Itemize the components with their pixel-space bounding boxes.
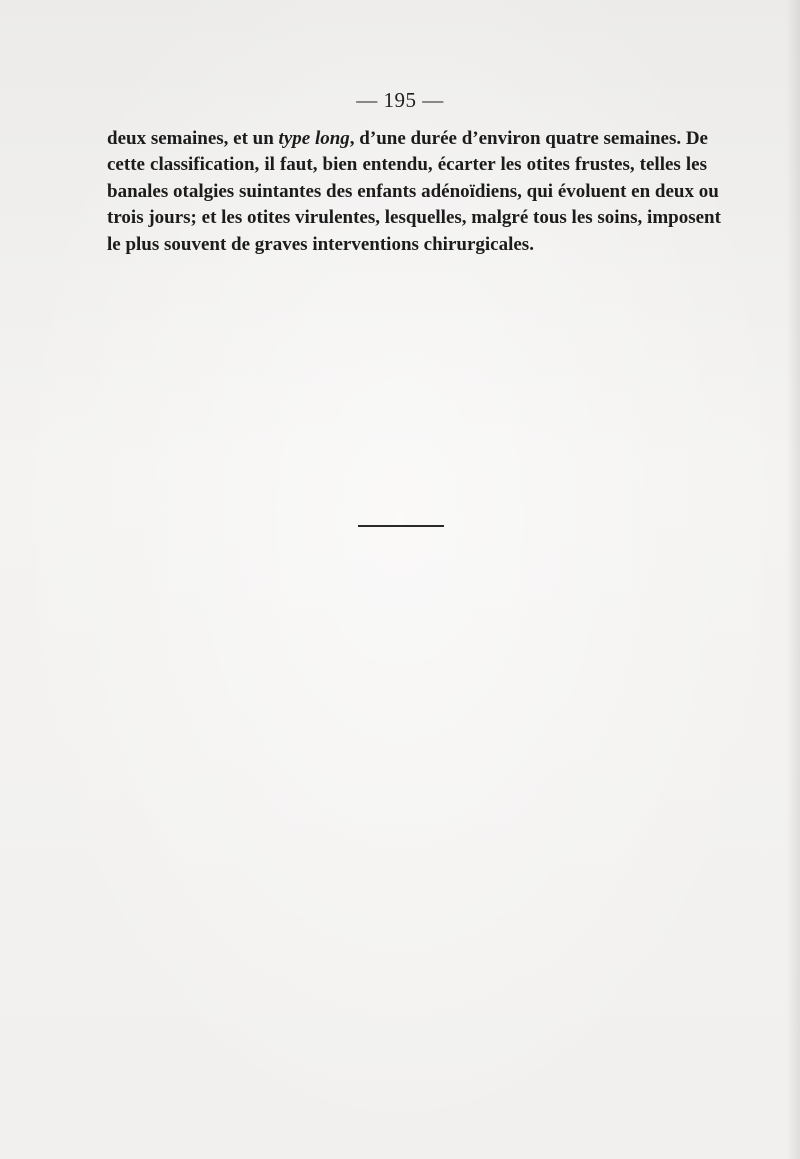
- page-number: — 195 —: [356, 88, 444, 112]
- page-edge-shadow: [786, 0, 800, 1159]
- text-line: deux semaines, et un type long, d’une durée d’environ quatre semaines. De: [107, 128, 708, 149]
- text-line: cette classification, il faut, bien entendu, écarter les otites frustes, telles les: [107, 154, 707, 176]
- body-paragraph: [107, 126, 721, 258]
- emphasized-term: type long: [278, 128, 350, 149]
- horizontal-rule: [358, 525, 444, 527]
- text-line: banales otalgies suintantes des enfants adénoïdiens, qui évoluent en deux ou: [107, 180, 719, 202]
- text-line: trois jours; et les otites virulentes, lesquelles, malgré tous les soins, imposent: [107, 207, 721, 229]
- text-line: le plus souvent de graves interventions chirurgicales.: [107, 233, 534, 255]
